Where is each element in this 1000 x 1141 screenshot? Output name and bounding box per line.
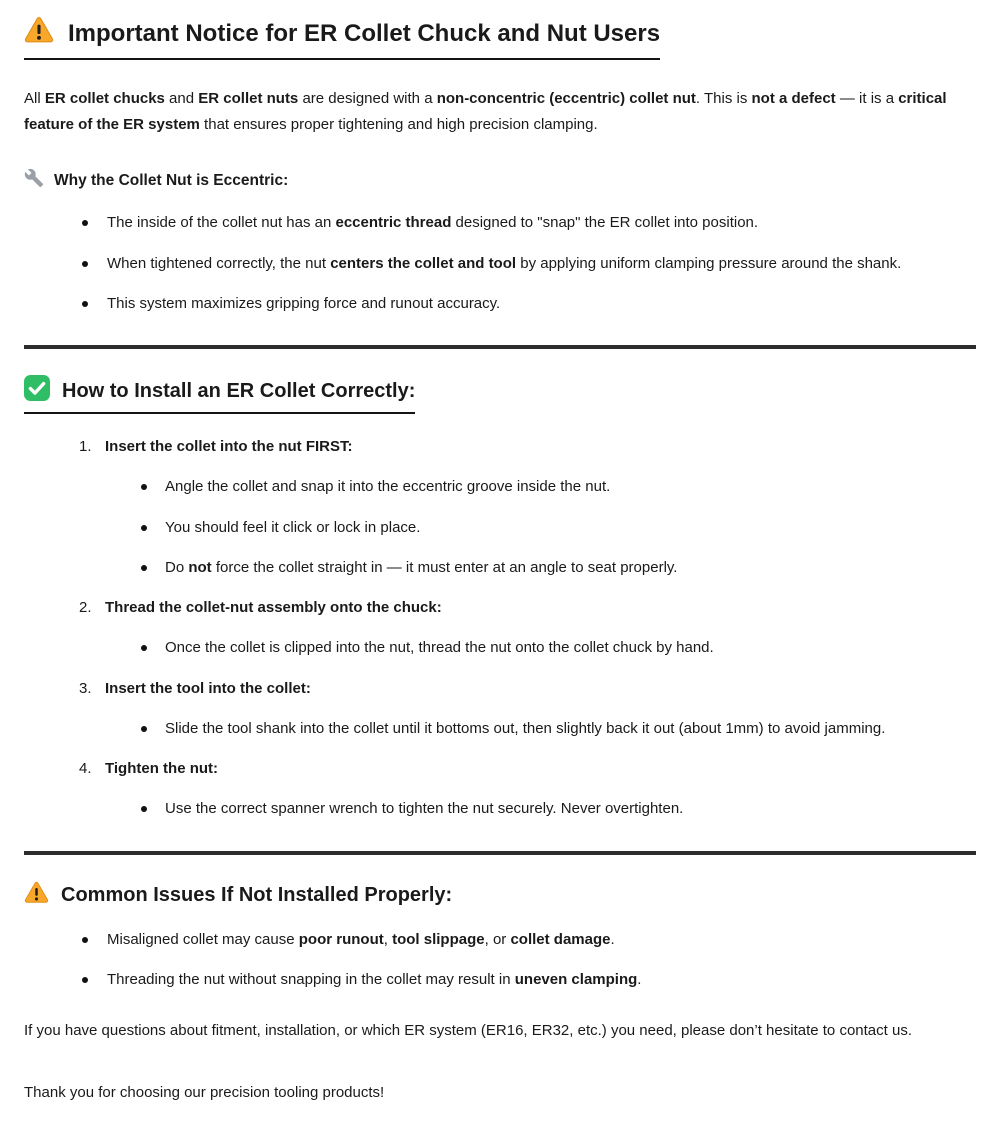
list-item: The inside of the collet nut has an eccentric thread designed to "snap" the ER collet into position. [79,213,976,233]
install-step [24,598,976,659]
warning-triangle-icon [24,16,54,52]
page-title-text: Important Notice for ER Collet Chuck and Nut Users [68,19,661,47]
list-item: When tightened correctly, the nut centers the collet and tool by applying uniform clamping pressure around the shank. [79,254,976,274]
step-head [24,679,976,699]
issues-bullet-list [24,930,976,991]
step-head [24,437,976,457]
list-item: Misaligned collet may cause poor runout, tool slippage, or collet damage. [79,930,976,950]
step-title: Thread the collet-nut assembly onto the chuck: [105,599,442,617]
contact-paragraph: If you have questions about fitment, installation, or which ER system (ER16, ER32, etc.) you need, please don’t hesitate to contact us. [24,1022,912,1040]
step-number: 2. [79,599,92,617]
step-bullet-list [24,719,976,739]
install-step [24,679,976,740]
intro-paragraph: All ER collet chucks and ER collet nuts are designed with a non-concentric (eccentric) collet nut. This is not a defect — it is a critical feature of the ER system that ensures proper tightening and high precision clamping. [24,89,947,134]
list-item: This system maximizes gripping force and runout accuracy. [79,294,976,314]
step-title: Insert the tool into the collet: [105,679,311,697]
list-item: You should feel it click or lock in place. [139,518,976,538]
step-number: 4. [79,760,92,778]
install-step [24,437,976,578]
step-title: Insert the collet into the nut FIRST: [105,438,353,456]
step-head [24,598,976,618]
issues-heading-group [24,881,452,910]
page-title [24,16,976,60]
list-item: Use the correct spanner wrench to tighten the nut securely. Never overtighten. [139,799,976,819]
why-bullet-list [24,213,976,314]
install-heading [24,375,976,414]
step-head [24,759,976,779]
step-bullet-list [24,477,976,578]
issues-heading [24,881,976,910]
check-icon [24,375,50,407]
why-heading [24,168,976,193]
step-bullet-list [24,799,976,819]
warning-triangle-icon [24,881,49,910]
wrench-icon [24,168,44,193]
issues-heading-text: Common Issues If Not Installed Properly: [61,884,453,907]
list-item: Threading the nut without snapping in the collet may result in uneven clamping. [79,970,976,990]
thanks-paragraph: Thank you for choosing our precision tooling products! [24,1084,385,1102]
list-item: Angle the collet and snap it into the eccentric groove inside the nut. [139,477,976,497]
step-bullet-list [24,638,976,658]
section-divider [24,851,976,855]
install-steps-list [24,437,976,820]
step-number: 1. [79,438,92,456]
list-item: Once the collet is clipped into the nut, thread the nut onto the collet chuck by hand. [139,638,976,658]
install-heading-text: How to Install an ER Collet Correctly: [62,380,416,403]
page-title-underlined-group [24,16,660,60]
list-item: Do not force the collet straight in — it must enter at an angle to seat properly. [139,558,976,578]
step-number: 3. [79,679,92,697]
install-heading-underlined-group [24,375,415,414]
step-title: Tighten the nut: [105,760,219,778]
install-step [24,759,976,820]
why-heading-text: Why the Collet Nut is Eccentric: [54,171,289,189]
list-item: Slide the tool shank into the collet until it bottoms out, then slightly back it out (about 1mm) to avoid jamming. [139,719,976,739]
section-divider [24,345,976,349]
